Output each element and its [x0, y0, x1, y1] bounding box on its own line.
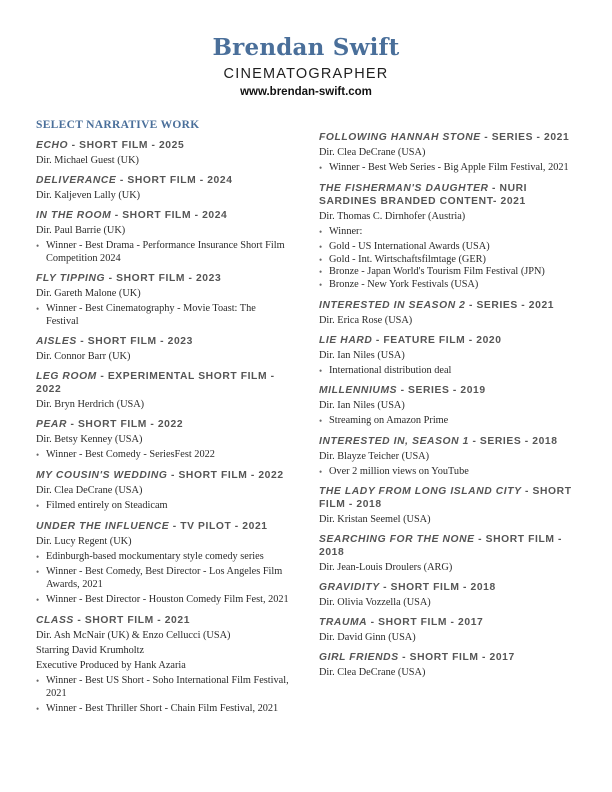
award-item: • Gold - Int. Wirtschaftsfilmtage (GER) — [319, 254, 583, 267]
note-item: • Edinburgh-based mockumentary style comedy series — [36, 551, 290, 564]
entry-name: MILLENNIUMS — [319, 385, 398, 397]
entry-category: - SHORT FILM - 2017 — [398, 652, 515, 664]
job-title: CINEMATOGRAPHER — [223, 66, 389, 82]
work-entry — [36, 174, 290, 202]
entry-category: - SHORT FILM - 2017 — [367, 617, 484, 629]
note-item: • Winner - Best Director - Houston Comedy Film Fest, 2021 — [36, 594, 290, 607]
entry-detail: Dir. Kristan Seemel (USA) — [319, 514, 431, 526]
note-item: • Winner - Best Drama - Performance Insurance Short Film Competition 2024 — [36, 240, 290, 265]
award-item: • Gold - US International Awards (USA) — [319, 241, 583, 254]
entry-title — [319, 299, 583, 312]
entry-category: - SHORT FILM - 2023 — [76, 336, 193, 348]
work-entry — [319, 384, 583, 428]
note-item: • Winner - Best Comedy - SeriesFest 2022 — [36, 449, 290, 462]
entry-title — [319, 182, 583, 208]
entry-name: GIRL FRIENDS — [319, 652, 399, 664]
work-entry — [319, 616, 583, 644]
entry-detail: Dir. David Ginn (USA) — [319, 632, 416, 644]
work-entry — [319, 435, 583, 479]
entry-title — [319, 616, 583, 629]
entry-detail: Starring David Krumholtz — [36, 644, 145, 656]
entry-name: FLY TIPPING — [36, 273, 106, 285]
entry-category: - SERIES - 2021 — [465, 299, 555, 311]
note-item: • Winner - Best Web Series - Big Apple Film Festival, 2021 — [319, 162, 583, 175]
award-list — [319, 241, 583, 291]
note-item: • Winner: — [319, 226, 583, 239]
entry-title — [319, 485, 583, 511]
entry-name: DELIVERANCE — [36, 175, 117, 186]
entry-detail: Dir. Thomas C. Dirnhofer (Austria) — [319, 210, 466, 222]
entry-notes — [319, 162, 583, 175]
entry-category: - FEATURE FILM - 2020 — [372, 334, 502, 346]
entry-title — [36, 209, 290, 222]
person-name: Brendan Swift — [212, 34, 400, 61]
entry-title — [319, 533, 583, 559]
entry-name: FOLLOWING HANNAH STONE — [319, 132, 481, 143]
work-entry — [319, 581, 583, 609]
entry-detail: Dir. Gareth Malone (UK) — [36, 288, 141, 300]
entry-title — [36, 335, 290, 348]
work-entry — [36, 209, 290, 265]
entry-notes — [36, 240, 290, 265]
website-link[interactable]: www.brendan-swift.com — [240, 86, 372, 98]
work-entry — [36, 370, 290, 411]
entry-title — [319, 131, 583, 144]
entry-detail: Dir. Michael Guest (UK) — [36, 155, 139, 166]
entry-title — [36, 272, 290, 285]
entry-name: THE FISHERMAN'S DAUGHTER — [319, 182, 489, 194]
entry-category: - SERIES - 2019 — [397, 385, 486, 397]
entry-detail: Dir. Lucy Regent (UK) — [36, 535, 132, 547]
left-column — [36, 119, 290, 723]
entry-category: - NURI SARDINES BRANDED CONTENT- 2021 — [319, 182, 528, 207]
note-item: • Winner - Best US Short - Soho International Film Festival, 2021 — [36, 675, 290, 700]
work-entry — [319, 299, 583, 327]
note-item: • Winner - Best Thriller Short - Chain Film Festival, 2021 — [36, 703, 290, 716]
work-entry — [36, 469, 290, 513]
work-entry — [36, 418, 290, 462]
entry-title — [36, 370, 290, 396]
award-item: • Bronze - Japan World's Tourism Film Festival (JPN) — [319, 266, 583, 279]
entry-category: - SHORT FILM - 2025 — [68, 140, 185, 151]
note-item: • Streaming on Amazon Prime — [319, 415, 583, 428]
entry-title — [319, 384, 583, 397]
entry-title — [319, 435, 583, 448]
entry-detail: Dir. Blayze Teicher (USA) — [319, 450, 430, 462]
note-item: • Winner - Best Comedy, Best Director - Los Angeles Film Awards, 2021 — [36, 566, 290, 591]
entry-title — [36, 418, 290, 431]
entry-notes — [36, 449, 290, 462]
entry-name: AISLES — [36, 336, 77, 348]
entry-category: - SHORT FILM - 2024 — [116, 175, 233, 186]
work-entry — [36, 139, 290, 167]
entry-detail: Dir. Ash McNair (UK) & Enzo Cellucci (USA) — [36, 629, 231, 641]
note-item: • Winner - Best Cinematography - Movie Toast: The Festival — [36, 303, 290, 328]
left-entries — [36, 139, 290, 716]
work-entry — [319, 651, 583, 679]
entry-notes — [36, 675, 290, 716]
entry-detail: Dir. Betsy Kenney (USA) — [36, 434, 143, 446]
entry-category: - TV PILOT - 2021 — [169, 520, 268, 532]
entry-name: IN THE ROOM — [36, 210, 112, 221]
entry-detail: Dir. Bryn Herdrich (USA) — [36, 399, 145, 411]
entry-notes — [36, 551, 290, 607]
entry-name: CLASS — [36, 614, 74, 626]
entry-name: GRAVIDITY — [319, 582, 380, 594]
entry-notes — [319, 365, 583, 378]
work-entry — [36, 335, 290, 363]
entry-notes — [36, 303, 290, 328]
entry-category: - SHORT FILM - 2018 — [319, 486, 572, 511]
entry-detail: Dir. Erica Rose (USA) — [319, 314, 413, 326]
entry-category: - SHORT FILM - 2021 — [73, 614, 191, 626]
entry-category: - SHORT FILM - 2023 — [105, 273, 222, 285]
entry-detail: Dir. Connor Barr (UK) — [36, 351, 131, 363]
work-entry — [319, 131, 583, 175]
entry-category: - SERIES - 2018 — [468, 435, 558, 447]
section-heading: SELECT NARRATIVE WORK — [36, 119, 200, 131]
entry-name: THE LADY FROM LONG ISLAND CITY — [319, 486, 522, 498]
entry-detail: Dir. Ian Niles (USA) — [319, 400, 405, 412]
work-entry — [319, 533, 583, 574]
entry-name: MY COUSIN'S WEDDING — [36, 469, 168, 481]
entry-detail: Dir. Kaljeven Lally (UK) — [36, 190, 141, 201]
entry-category: - SHORT FILM - 2022 — [67, 419, 184, 431]
entry-title — [319, 581, 583, 594]
entry-detail: Dir. Clea DeCrane (USA) — [319, 147, 426, 158]
entry-title — [36, 520, 290, 533]
entry-category: - SHORT FILM - 2024 — [111, 210, 228, 221]
entry-detail: Dir. Clea DeCrane (USA) — [319, 667, 426, 679]
work-entry — [319, 182, 583, 292]
entry-detail: Executive Produced by Hank Azaria — [36, 659, 186, 671]
entry-name: LIE HARD — [319, 334, 373, 346]
note-item: • International distribution deal — [319, 365, 583, 378]
entry-notes — [319, 226, 583, 292]
note-item: • Over 2 million views on YouTube — [319, 466, 583, 479]
work-entry — [36, 614, 290, 716]
entry-notes — [319, 466, 583, 479]
entry-title — [36, 174, 290, 187]
entry-category: - SERIES - 2021 — [480, 132, 570, 143]
entry-detail: Dir. Jean-Louis Droulers (ARG) — [319, 562, 453, 574]
entry-name: ECHO — [36, 140, 69, 151]
entry-name: LEG ROOM — [36, 371, 97, 383]
award-item: • Bronze - New York Festivals (USA) — [319, 279, 583, 292]
work-entry — [319, 334, 583, 378]
work-entry — [36, 272, 290, 328]
entry-category: - EXPERIMENTAL SHORT FILM - 2022 — [36, 371, 275, 396]
entry-title — [319, 651, 583, 664]
entry-name: INTERESTED IN, SEASON 1 — [319, 435, 469, 447]
entry-notes — [36, 500, 290, 513]
entry-detail: Dir. Olivia Vozzella (USA) — [319, 597, 431, 609]
entry-name: TRAUMA — [319, 617, 368, 629]
work-entry — [36, 520, 290, 607]
entry-category: - SHORT FILM - 2022 — [167, 469, 284, 481]
entry-notes — [319, 415, 583, 428]
entry-name: UNDER THE INFLUENCE — [36, 520, 170, 532]
right-column — [319, 131, 583, 686]
entry-title — [36, 469, 290, 482]
entry-detail: Dir. Paul Barrie (UK) — [36, 225, 126, 236]
entry-title — [36, 614, 290, 627]
entry-detail: Dir. Clea DeCrane (USA) — [36, 484, 143, 496]
entry-category: - SHORT FILM - 2018 — [379, 582, 496, 594]
entry-category: - SHORT FILM - 2018 — [319, 534, 563, 559]
work-entry — [319, 485, 583, 526]
note-item: • Filmed entirely on Steadicam — [36, 500, 290, 513]
entry-detail: Dir. Ian Niles (USA) — [319, 349, 405, 361]
entry-name: PEAR — [36, 419, 68, 431]
entry-title — [319, 334, 583, 347]
resume-header — [0, 34, 612, 98]
right-entries — [319, 131, 583, 679]
entry-title — [36, 139, 290, 152]
entry-name: SEARCHING FOR THE NONE — [319, 534, 475, 546]
entry-name: INTERESTED IN SEASON 2 — [319, 299, 466, 311]
